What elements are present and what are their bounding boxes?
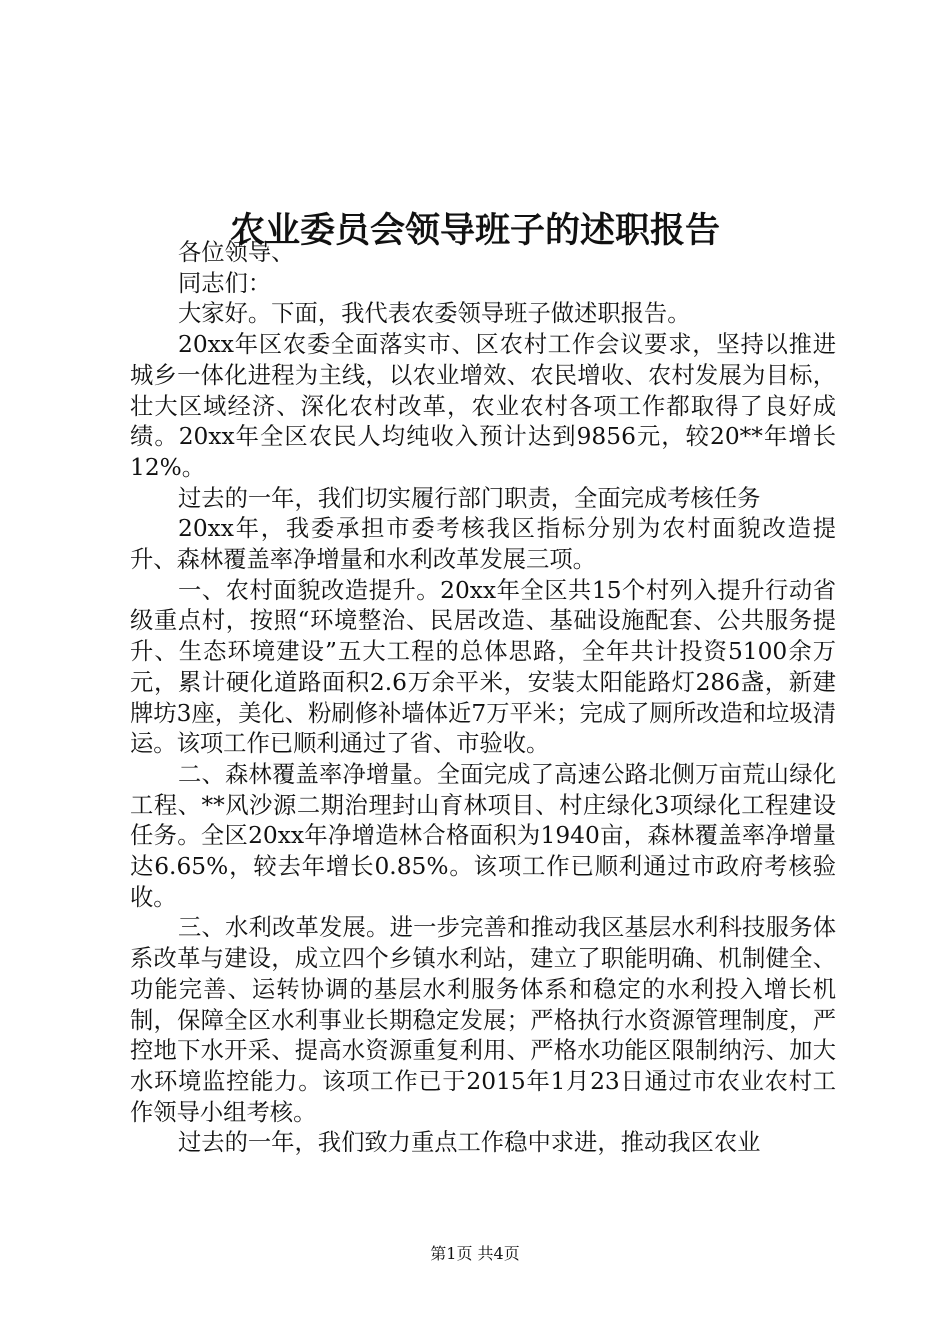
water-reform-paragraph: 三、水利改革发展。进一步完善和推动我区基层水利科技服务体系改革与建设，成立四个乡镇水利站，建立了职能明确、机制健全、功能完善、运转协调的基层水利服务体系和稳定的水利投入增长机制，保障全区水利事业长期稳定发展；严格执行水资源管理制度，严控地下水开采、提高水资源重复利用、严格水功能区限制纳污、加大水环境监控能力。该项工作已于2015年1月23日通过市农业农村工作领导小组考核。: [130, 914, 836, 1126]
salutation-comrades: 同志们：: [178, 269, 272, 297]
rural-renovation-paragraph: 一、农村面貌改造提升。20xx年全区共15个村列入提升行动省级重点村，按照“环境整治、民居改造、基础设施配套、公共服务提升、生态环境建设”五大工程的总体思路，全年共计投资5100余万元，累计硬化道路面积2.6万余平米，安装太阳能路灯286盏，新建牌坊3座，美化、粉刷修补墙体近7万平米；完成了厕所改造和垃圾清运。该项工作已顺利通过了省、市验收。: [130, 576, 836, 758]
document-body: [130, 238, 836, 1159]
section-heading-duties: 过去的一年，我们切实履行部门职责，全面完成考核任务: [178, 484, 761, 512]
page-number: 第1页 共4页: [430, 1244, 520, 1263]
assessment-tasks-paragraph: 20xx年，我委承担市委考核我区指标分别为农村面貌改造提升、森林覆盖率净增量和水利改革发展三项。: [130, 515, 836, 574]
document-title: 农业委员会领导班子的述职报告: [229, 210, 720, 252]
greeting-paragraph: 大家好。下面，我代表农委领导班子做述职报告。: [178, 300, 691, 328]
salutation-leaders: 各位领导、: [178, 239, 295, 266]
forest-coverage-paragraph: 二、森林覆盖率净增量。全面完成了高速公路北侧万亩荒山绿化工程、**风沙源二期治理封山育林项目、村庄绿化3项绿化工程建设任务。全区20xx年净增造林合格面积为1940亩，森林覆盖率净增量达6.65%，较去年增长0.85%。该项工作已顺利通过市政府考核验收。: [130, 760, 836, 911]
overview-paragraph: 20xx年区农委全面落实市、区农村工作会议要求，坚持以推进城乡一体化进程为主线，以农业增效、农民增收、农村发展为目标，壮大区域经济、深化农村改革，农业农村各项工作都取得了良好成绩。20xx年全区农民人均纯收入预计达到9856元，较20**年增长12%。: [130, 331, 836, 481]
key-work-paragraph: 过去的一年，我们致力重点工作稳中求进，推动我区农业: [178, 1129, 761, 1157]
